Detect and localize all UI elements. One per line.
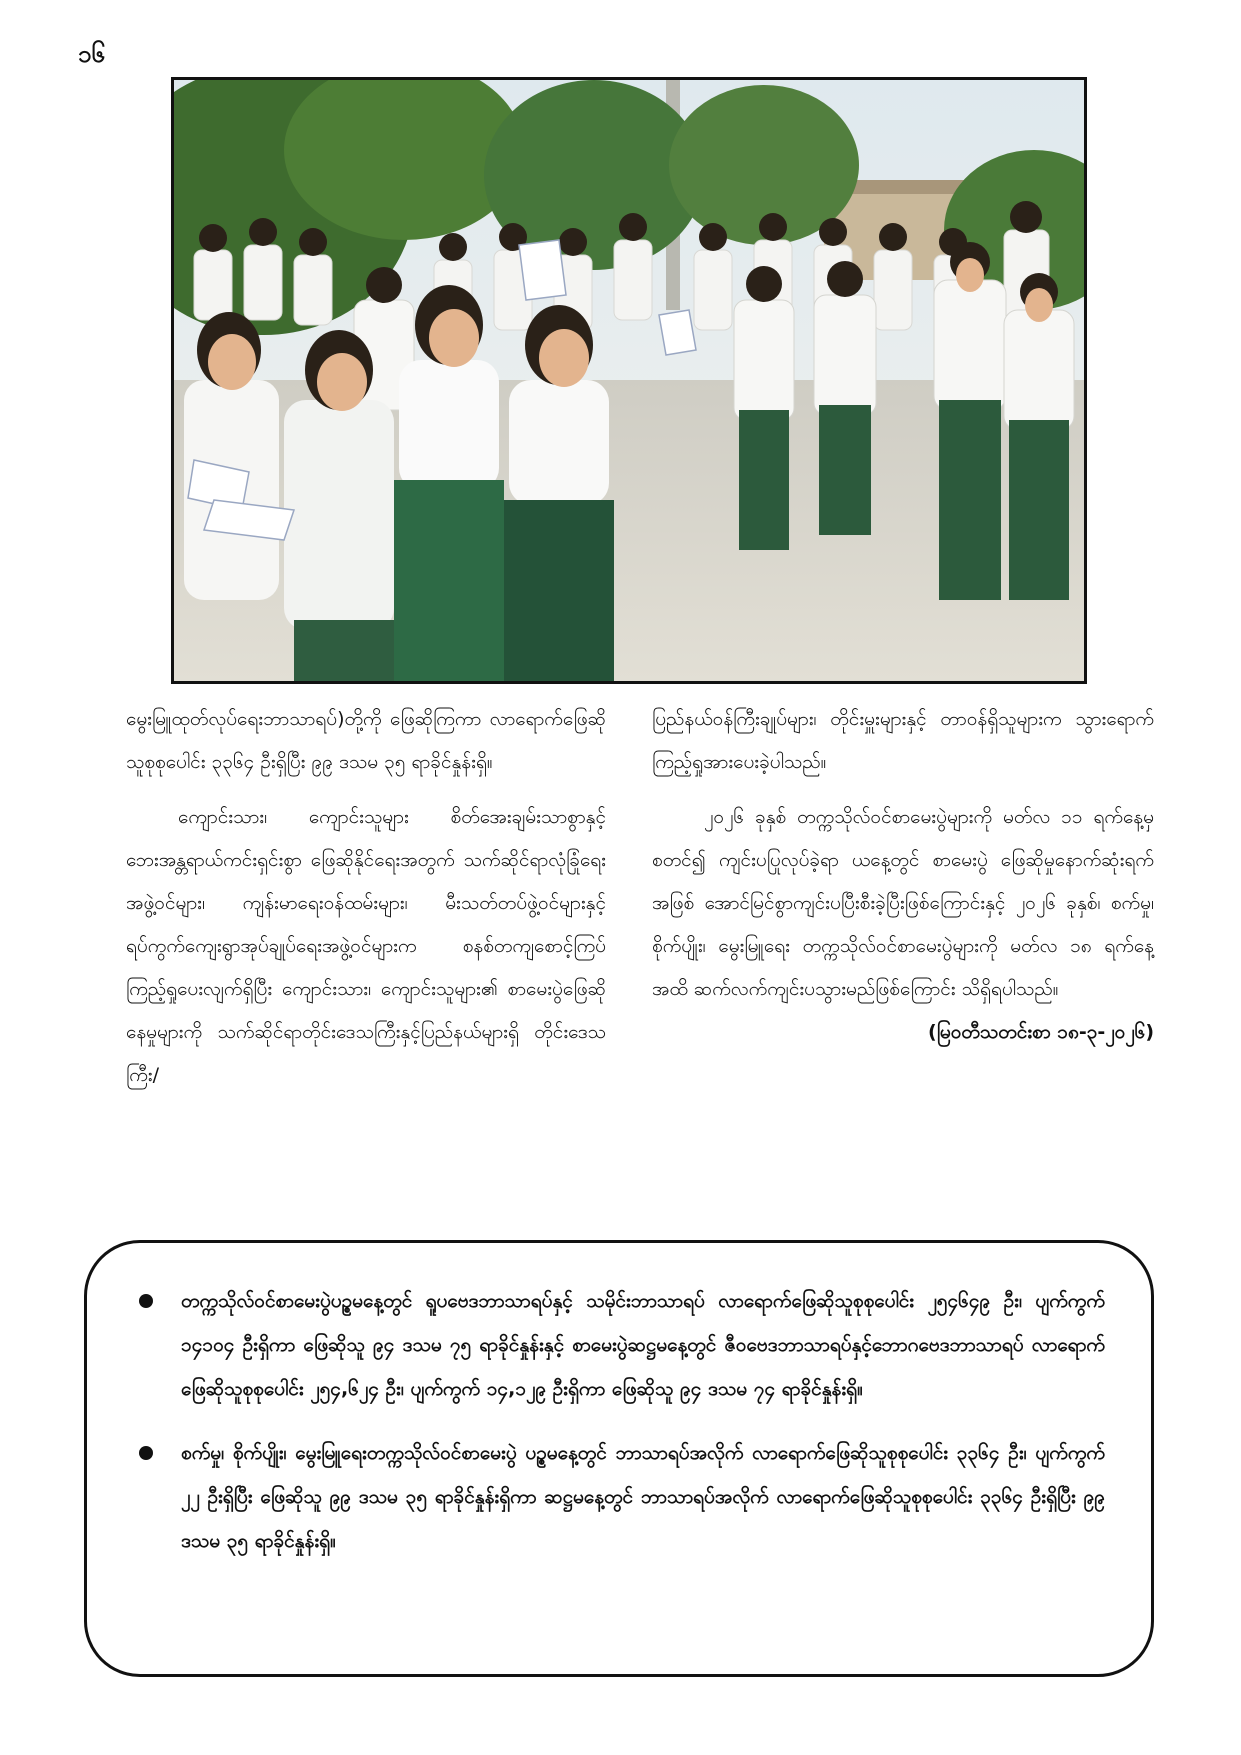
page-number: ၁၆ (78, 40, 105, 68)
right-paragraph-1: ပြည်နယ်ဝန်ကြီးချုပ်များ၊ တိုင်းမှူးများနှင့် တာဝန်ရှိသူများက သွားရောက်ကြည့်ရှုအားပေးခဲ့ပါသည်။ (652, 708, 1154, 773)
students-exam-photo (171, 77, 1087, 684)
news-source: (မြဝတီသတင်းစာ ၁၈-၃-၂၀၂၆) (928, 1021, 1154, 1043)
summary-list (133, 1279, 1105, 1563)
left-column (126, 698, 606, 1097)
right-column (652, 698, 1154, 1054)
bullet-icon (139, 1446, 153, 1460)
summary-box (84, 1240, 1154, 1677)
summary-item-text: တက္ကသိုလ်ဝင်စာမေးပွဲပဉ္စမနေ့တွင် ရူပဗေဒဘာသာရပ်နှင့် သမိုင်းဘာသာရပ် လာရောက်ဖြေဆိုသူစုစုပေါင်း ၂၅၄၆၄၉ ဦး၊ ပျက်ကွက် ၁၄၁၀၄ ဦးရှိကာ ဖြေဆိုသူ ၉၄ ဒသမ ၇၅ ရာခိုင်နှုန်းနှင့် စာမေးပွဲဆဋ္ဌမနေ့တွင် ဇီဝဗေဒဘာသာရပ်နှင့်ဘောဂဗေဒဘာသာရပ် လာရောက်ဖြေဆိုသူစုစုပေါင်း ၂၅၄,၆၂၄ ဦး၊ ပျက်ကွက် ၁၄,၁၂၉ ဦးရှိကာ ဖြေဆိုသူ ၉၄ ဒသမ ၇၄ ရာခိုင်နှုန်းရှိ။ (181, 1290, 1105, 1400)
summary-item (133, 1431, 1105, 1563)
bullet-icon (139, 1294, 153, 1308)
summary-item (133, 1279, 1105, 1411)
photo-illustration (174, 80, 1084, 681)
left-paragraph-1: မွေးမြူထုတ်လုပ်ရေးဘာသာရပ်)တို့ကို ဖြေဆိုကြကာ လာရောက်ဖြေဆိုသူစုစုပေါင်း ၃၃၆၄ ဦးရှိပြီး ၉၉ ဒသမ ၃၅ ရာခိုင်နှုန်းရှိ။ (126, 708, 606, 773)
summary-item-text: စက်မှု၊ စိုက်ပျိုး၊ မွေးမြူရေးတက္ကသိုလ်ဝင်စာမေးပွဲ ပဉ္စမနေ့တွင် ဘာသာရပ်အလိုက် လာရောက်ဖြေဆိုသူစုစုပေါင်း ၃၃၆၄ ဦး၊ ပျက်ကွက် ၂၂ ဦးရှိပြီး ဖြေဆိုသူ ၉၉ ဒသမ ၃၅ ရာခိုင်နှုန်းရှိကာ ဆဋ္ဌမနေ့တွင် ဘာသာရပ်အလိုက် လာရောက်ဖြေဆိုသူစုစုပေါင်း ၃၃၆၄ ဦးရှိပြီး ၉၉ ဒသမ ၃၅ ရာခိုင်နှုန်းရှိ။ (181, 1442, 1105, 1552)
left-paragraph-2: ကျောင်းသား၊ ကျောင်းသူများ စိတ်အေးချမ်းသာစွာနှင့် ဘေးအန္တရာယ်ကင်းရှင်းစွာ ဖြေဆိုနိုင်ရေးအတွက် သက်ဆိုင်ရာလုံခြုံရေးအဖွဲ့ဝင်များ၊ ကျန်းမာရေးဝန်ထမ်းများ၊ မီးသတ်တပ်ဖွဲ့ဝင်များနှင့် ရပ်ကွက်ကျေးရွာအုပ်ချုပ်ရေးအဖွဲ့ဝင်များက စနစ်တကျစောင့်ကြပ်ကြည့်ရှုပေးလျက်ရှိပြီး ကျောင်းသား၊ ကျောင်းသူများ၏ စာမေးပွဲဖြေဆိုနေမှုများကို သက်ဆိုင်ရာတိုင်းဒေသကြီးနှင့်ပြည်နယ်များရှိ တိုင်းဒေသကြီး/ (126, 806, 606, 1086)
right-paragraph-2: ၂၀၂၆ ခုနှစ် တက္ကသိုလ်ဝင်စာမေးပွဲများကို မတ်လ ၁၁ ရက်နေ့မှစတင်၍ ကျင်းပပြုလုပ်ခဲ့ရာ ယနေ့တွင် စာမေးပွဲ ဖြေဆိုမှုနောက်ဆုံးရက်အဖြစ် အောင်မြင်စွာကျင်းပပြီးစီးခဲ့ပြီးဖြစ်ကြောင်းနှင့် ၂၀၂၆ ခုနှစ်၊ စက်မှု၊ စိုက်ပျိုး၊ မွေးမြူရေး တက္ကသိုလ်ဝင်စာမေးပွဲများကို မတ်လ ၁၈ ရက်နေ့အထိ ဆက်လက်ကျင်းပသွားမည်ဖြစ်ကြောင်း သိရှိရပါသည်။ (652, 806, 1154, 1000)
